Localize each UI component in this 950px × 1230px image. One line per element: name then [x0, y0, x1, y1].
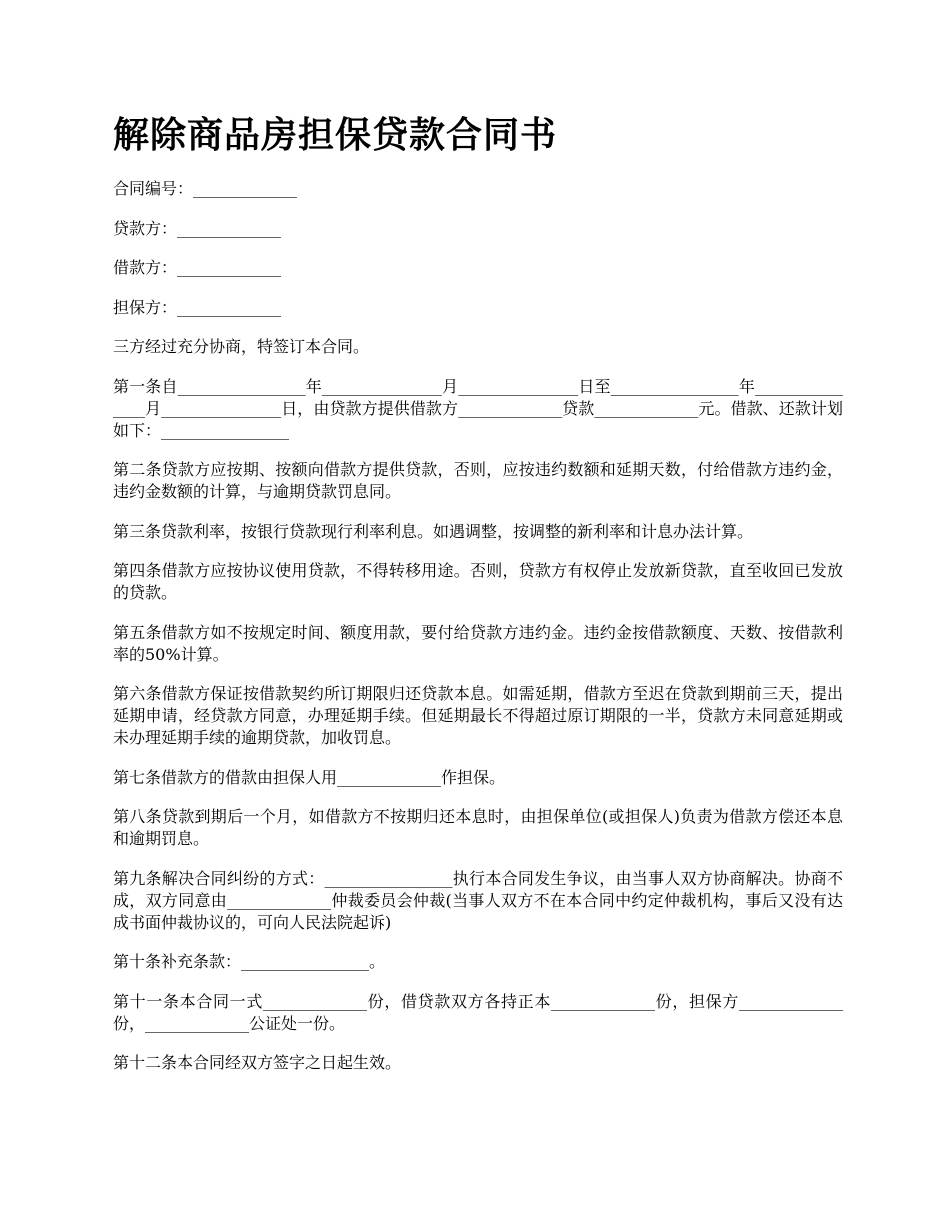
- preamble-paragraph: 三方经过充分协商，特签订本合同。: [113, 337, 370, 356]
- borrower-line: 借款方：_____________: [113, 258, 282, 277]
- article-4: 第四条借款方应按协议使用贷款，不得转移用途。否则，贷款方有权停止发放新贷款，直至收回已发放的贷款。: [113, 561, 843, 602]
- document-title: 解除商品房担保贷款合同书: [113, 115, 558, 156]
- article-11: 第十一条本合同一式_____________份，借贷款双方各持正本_____________份，担保方_____________份，_____________公证处一份。: [113, 991, 843, 1033]
- article-7: 第七条借款方的借款由担保人用_____________作担保。: [113, 767, 506, 787]
- article-6: 第六条借款方保证按借款契约所订期限归还贷款本息。如需延期，借款方至迟在贷款到期前三天，提出延期申请，经贷款方同意，办理延期手续。但延期最长不得超过原订期限的一半，贷款方未同意延期或未办理延期手续的逾期贷款，加收罚息。: [113, 684, 843, 747]
- contract-number-line: 合同编号：_____________: [113, 179, 298, 198]
- article-1: 第一条自________________年_______________月_______________日至________________年_______________月_______________日，由贷款方提供借款方_____________贷款_____________元。借款、还款计划如下：________________: [113, 376, 843, 440]
- article-8: 第八条贷款到期后一个月，如借款方不按期归还本息时，由担保单位(或担保人)负责为借款方偿还本息和逾期罚息。: [113, 807, 843, 848]
- article-5: 第五条借款方如不按规定时间、额度用款，要付给贷款方违约金。违约金按借款额度、天数、按借款利率的50%计算。: [113, 622, 843, 664]
- article-10: 第十条补充条款：________________。: [113, 952, 386, 971]
- article-12: 第十二条本合同经双方签字之日起生效。: [113, 1053, 402, 1072]
- lender-line: 贷款方：_____________: [113, 218, 282, 238]
- guarantor-line: 担保方：_____________: [113, 297, 282, 317]
- document-page: [113, 112, 843, 1092]
- article-2: 第二条贷款方应按期、按额向借款方提供贷款，否则，应按违约数额和延期天数，付给借款方违约金，违约金数额的计算，与逾期贷款罚息同。: [113, 460, 843, 501]
- article-9: 第九条解决合同纠纷的方式：________________执行本合同发生争议，由当事人双方协商解决。协商不成，双方同意由_____________仲裁委员会仲裁(当事人双方不在本合同中约定仲裁机构，事后又没有达成书面仲裁协议的，可向人民法院起诉): [113, 868, 843, 932]
- article-3: 第三条贷款利率，按银行贷款现行利率利息。如遇调整，按调整的新利率和计息办法计算。: [113, 521, 754, 541]
